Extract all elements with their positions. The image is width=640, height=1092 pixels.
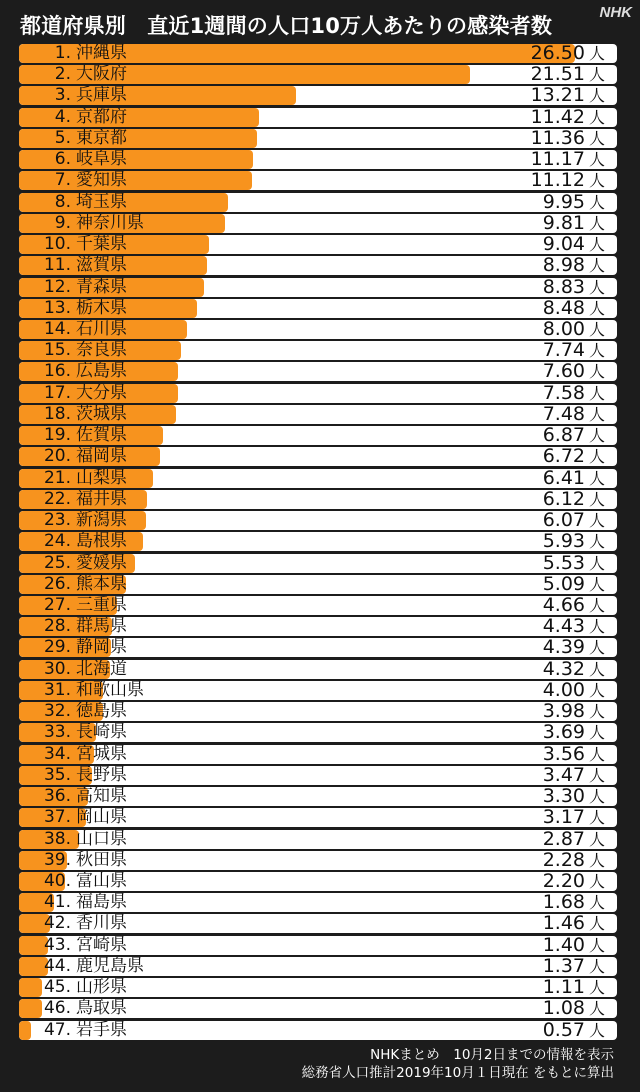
unit-label: 人 (588, 511, 605, 531)
chart-title: 都道府県別 直近1週間の人口10万人あたりの感染者数 (20, 14, 553, 38)
bar-row (19, 86, 617, 105)
value-label: 0.57 (542, 1020, 585, 1040)
rank-label: 31. (43, 680, 71, 700)
rank-label: 10. (43, 235, 71, 255)
value-label: 3.56 (542, 744, 585, 764)
rank-label: 38. (43, 829, 71, 849)
value-label: 8.83 (542, 277, 585, 297)
bar-row (19, 554, 617, 573)
unit-label: 人 (588, 86, 605, 106)
unit-label: 人 (588, 850, 605, 870)
prefecture-label: 福島県 (76, 893, 127, 913)
value-label: 11.12 (530, 171, 585, 191)
rank-label: 11. (43, 256, 71, 276)
rank-label: 27. (43, 595, 71, 615)
bar-row (19, 914, 617, 933)
prefecture-label: 鹿児島県 (76, 956, 144, 976)
unit-label: 人 (588, 447, 605, 467)
bar-row (19, 745, 617, 764)
bar-row (19, 617, 617, 636)
bar-row (19, 490, 617, 509)
value-label: 9.95 (542, 192, 585, 212)
value-label: 4.32 (542, 659, 585, 679)
bar-row (19, 129, 617, 148)
bar-row (19, 830, 617, 849)
rank-label: 39. (43, 850, 71, 870)
rank-label: 18. (43, 404, 71, 424)
bar-row (19, 532, 617, 551)
value-label: 6.87 (542, 426, 585, 446)
rank-label: 28. (43, 617, 71, 637)
bar-row (19, 256, 617, 275)
rank-label: 25. (43, 553, 71, 573)
value-label: 8.48 (542, 298, 585, 318)
source-line-2: 総務省人口推計2019年10月１日現在 をもとに算出 (301, 1065, 614, 1081)
rank-label: 6. (54, 150, 71, 170)
rank-label: 7. (54, 171, 71, 191)
value-label: 26.50 (530, 44, 585, 63)
bar-row (19, 808, 617, 827)
bar-row (19, 235, 617, 254)
rank-label: 43. (43, 935, 71, 955)
prefecture-label: 千葉県 (76, 235, 127, 255)
bar-row (19, 299, 617, 318)
prefecture-label: 島根県 (76, 532, 127, 552)
rank-label: 44. (43, 956, 71, 976)
prefecture-label: 高知県 (76, 787, 127, 807)
prefecture-label: 山梨県 (76, 468, 127, 488)
value-label: 1.08 (542, 999, 585, 1019)
unit-label: 人 (588, 171, 605, 191)
value-label: 3.30 (542, 787, 585, 807)
prefecture-label: 長崎県 (76, 723, 127, 743)
rank-label: 47. (43, 1020, 71, 1040)
rank-label: 17. (43, 383, 71, 403)
unit-label: 人 (588, 107, 605, 127)
rank-label: 19. (43, 426, 71, 446)
value-label: 3.98 (542, 702, 585, 722)
rank-label: 9. (54, 213, 71, 233)
unit-label: 人 (588, 808, 605, 828)
bar-row (19, 341, 617, 360)
rank-label: 32. (43, 702, 71, 722)
value-label: 9.04 (542, 235, 585, 255)
value-label: 13.21 (530, 86, 585, 106)
bar-row (19, 681, 617, 700)
bar-row (19, 660, 617, 679)
unit-label: 人 (588, 638, 605, 658)
value-label: 11.36 (530, 128, 585, 148)
prefecture-label: 香川県 (76, 914, 127, 934)
bar-row (19, 872, 617, 891)
bar-row (19, 171, 617, 190)
rank-label: 35. (43, 765, 71, 785)
unit-label: 人 (588, 574, 605, 594)
bar-row (19, 193, 617, 212)
value-label: 2.28 (542, 850, 585, 870)
unit-label: 人 (588, 978, 605, 998)
unit-label: 人 (588, 213, 605, 233)
unit-label: 人 (588, 595, 605, 615)
prefecture-label: 滋賀県 (76, 256, 127, 276)
unit-label: 人 (588, 150, 605, 170)
unit-label: 人 (588, 702, 605, 722)
unit-label: 人 (588, 277, 605, 297)
unit-label: 人 (588, 787, 605, 807)
bar-row (19, 787, 617, 806)
unit-label: 人 (588, 956, 605, 976)
prefecture-label: 埼玉県 (76, 192, 127, 212)
bar-row (19, 384, 617, 403)
value-label: 2.20 (542, 871, 585, 891)
value-label: 7.60 (542, 362, 585, 382)
bar-row (19, 511, 617, 530)
bar-row (19, 957, 617, 976)
prefecture-label: 奈良県 (76, 341, 127, 361)
rank-label: 26. (43, 574, 71, 594)
prefecture-label: 兵庫県 (76, 86, 127, 106)
prefecture-label: 広島県 (76, 362, 127, 382)
prefecture-label: 熊本県 (76, 574, 127, 594)
value-label: 1.46 (542, 914, 585, 934)
nhk-logo: NHK (599, 4, 632, 21)
bar-chart (19, 44, 617, 1044)
prefecture-label: 新潟県 (76, 511, 127, 531)
unit-label: 人 (588, 723, 605, 743)
unit-label: 人 (588, 871, 605, 891)
unit-label: 人 (588, 914, 605, 934)
prefecture-label: 長野県 (76, 765, 127, 785)
value-label: 4.39 (542, 638, 585, 658)
rank-label: 29. (43, 638, 71, 658)
value-label: 8.00 (542, 319, 585, 339)
bar-row (19, 278, 617, 297)
bar-row (19, 108, 617, 127)
rank-label: 36. (43, 787, 71, 807)
prefecture-label: 和歌山県 (76, 680, 144, 700)
value-label: 6.41 (542, 468, 585, 488)
rank-label: 4. (54, 107, 71, 127)
value-label: 8.98 (542, 256, 585, 276)
prefecture-label: 岡山県 (76, 808, 127, 828)
rank-label: 5. (54, 128, 71, 148)
value-label: 1.68 (542, 893, 585, 913)
bar-row (19, 893, 617, 912)
unit-label: 人 (588, 256, 605, 276)
unit-label: 人 (588, 192, 605, 212)
value-label: 9.81 (542, 213, 585, 233)
bar-row (19, 936, 617, 955)
unit-label: 人 (588, 341, 605, 361)
unit-label: 人 (588, 829, 605, 849)
bar-row (19, 1021, 617, 1040)
prefecture-label: 京都府 (76, 107, 127, 127)
prefecture-label: 福井県 (76, 489, 127, 509)
prefecture-label: 山形県 (76, 978, 127, 998)
bar-row (19, 596, 617, 615)
bar-row (19, 851, 617, 870)
unit-label: 人 (588, 489, 605, 509)
unit-label: 人 (588, 893, 605, 913)
rank-label: 21. (43, 468, 71, 488)
unit-label: 人 (588, 128, 605, 148)
value-label: 7.74 (542, 341, 585, 361)
value-label: 5.53 (542, 553, 585, 573)
value-label: 3.47 (542, 765, 585, 785)
prefecture-label: 福岡県 (76, 447, 127, 467)
rank-label: 20. (43, 447, 71, 467)
unit-label: 人 (588, 999, 605, 1019)
prefecture-label: 岩手県 (76, 1020, 127, 1040)
rank-label: 22. (43, 489, 71, 509)
prefecture-label: 鳥取県 (76, 999, 127, 1019)
prefecture-label: 徳島県 (76, 702, 127, 722)
unit-label: 人 (588, 765, 605, 785)
bar-row (19, 766, 617, 785)
rank-label: 23. (43, 511, 71, 531)
rank-label: 33. (43, 723, 71, 743)
prefecture-label: 愛知県 (76, 171, 127, 191)
prefecture-label: 栃木県 (76, 298, 127, 318)
prefecture-label: 石川県 (76, 319, 127, 339)
rank-label: 16. (43, 362, 71, 382)
bar-row (19, 702, 617, 721)
value-label: 6.07 (542, 511, 585, 531)
prefecture-label: 宮城県 (76, 744, 127, 764)
unit-label: 人 (588, 468, 605, 488)
rank-label: 3. (54, 86, 71, 106)
rank-label: 8. (54, 192, 71, 212)
rank-label: 34. (43, 744, 71, 764)
value-label: 3.17 (542, 808, 585, 828)
unit-label: 人 (588, 404, 605, 424)
unit-label: 人 (588, 426, 605, 446)
unit-label: 人 (588, 680, 605, 700)
bar-row (19, 638, 617, 657)
value-label: 21.51 (530, 65, 585, 85)
unit-label: 人 (588, 1020, 605, 1040)
prefecture-label: 愛媛県 (76, 553, 127, 573)
rank-label: 41. (43, 893, 71, 913)
unit-label: 人 (588, 553, 605, 573)
prefecture-label: 三重県 (76, 595, 127, 615)
value-label: 5.09 (542, 574, 585, 594)
rank-label: 40. (43, 871, 71, 891)
prefecture-label: 沖縄県 (76, 44, 127, 63)
unit-label: 人 (588, 744, 605, 764)
bar-row (19, 214, 617, 233)
value-label: 7.48 (542, 404, 585, 424)
value-label: 11.42 (530, 107, 585, 127)
value-label: 5.93 (542, 532, 585, 552)
bar-row (19, 469, 617, 488)
prefecture-label: 静岡県 (76, 638, 127, 658)
prefecture-label: 茨城県 (76, 404, 127, 424)
rank-label: 1. (54, 44, 71, 63)
unit-label: 人 (588, 362, 605, 382)
value-label: 4.66 (542, 595, 585, 615)
prefecture-label: 青森県 (76, 277, 127, 297)
rank-label: 14. (43, 319, 71, 339)
bar-row (19, 978, 617, 997)
rank-label: 30. (43, 659, 71, 679)
unit-label: 人 (588, 659, 605, 679)
unit-label: 人 (588, 532, 605, 552)
rank-label: 46. (43, 999, 71, 1019)
unit-label: 人 (588, 617, 605, 637)
unit-label: 人 (588, 298, 605, 318)
prefecture-label: 北海道 (76, 659, 127, 679)
rank-label: 42. (43, 914, 71, 934)
bar-row (19, 320, 617, 339)
rank-label: 2. (54, 65, 71, 85)
unit-label: 人 (588, 935, 605, 955)
value-label: 6.72 (542, 447, 585, 467)
rank-label: 12. (43, 277, 71, 297)
prefecture-label: 大分県 (76, 383, 127, 403)
prefecture-label: 宮崎県 (76, 935, 127, 955)
bar-row (19, 447, 617, 466)
unit-label: 人 (588, 44, 605, 63)
value-label: 3.69 (542, 723, 585, 743)
prefecture-label: 山口県 (76, 829, 127, 849)
prefecture-label: 富山県 (76, 871, 127, 891)
prefecture-label: 神奈川県 (76, 213, 144, 233)
unit-label: 人 (588, 383, 605, 403)
bar-row (19, 575, 617, 594)
prefecture-label: 秋田県 (76, 850, 127, 870)
bar-row (19, 362, 617, 381)
prefecture-label: 群馬県 (76, 617, 127, 637)
source-line-1: NHKまとめ 10月2日までの情報を表示 (370, 1047, 614, 1063)
value-label: 11.17 (530, 150, 585, 170)
rank-label: 37. (43, 808, 71, 828)
value-label: 1.40 (542, 935, 585, 955)
prefecture-label: 大阪府 (76, 65, 127, 85)
prefecture-label: 東京都 (76, 128, 127, 148)
bar-row (19, 65, 617, 84)
value-label: 4.00 (542, 680, 585, 700)
rank-label: 24. (43, 532, 71, 552)
rank-label: 45. (43, 978, 71, 998)
prefecture-label: 岐阜県 (76, 150, 127, 170)
bar-row (19, 44, 617, 63)
value-label: 1.37 (542, 956, 585, 976)
rank-label: 13. (43, 298, 71, 318)
source-note (302, 1046, 614, 1082)
value-label: 4.43 (542, 617, 585, 637)
bar-row (19, 405, 617, 424)
rank-label: 15. (43, 341, 71, 361)
bar-row (19, 150, 617, 169)
unit-label: 人 (588, 65, 605, 85)
unit-label: 人 (588, 235, 605, 255)
bar-row (19, 723, 617, 742)
value-label: 6.12 (542, 489, 585, 509)
value-label: 7.58 (542, 383, 585, 403)
bar-row (19, 999, 617, 1018)
bar-row (19, 426, 617, 445)
prefecture-label: 佐賀県 (76, 426, 127, 446)
value-label: 2.87 (542, 829, 585, 849)
unit-label: 人 (588, 319, 605, 339)
value-label: 1.11 (542, 978, 585, 998)
